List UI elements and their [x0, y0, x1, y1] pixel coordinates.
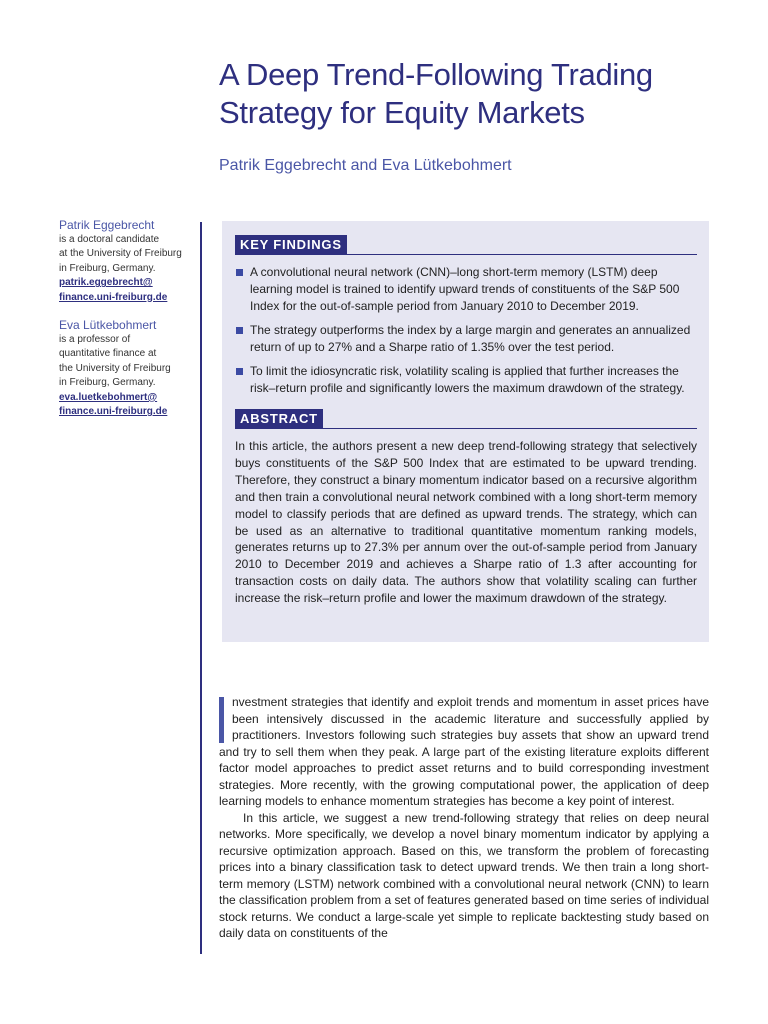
author-name: Patrik Eggebrecht: [59, 218, 155, 232]
author-email-link[interactable]: eva.luetkebohmert@ finance.uni-freiburg.de: [59, 391, 168, 418]
author-description: is a professor of quantitative finance at the University of Freiburg in Freiburg, Germany.: [59, 334, 171, 389]
key-finding-text: The strategy outperforms the index by a large margin and generates an annualized return of up to 27% and a Sharpe ratio of 1.35% over the test period.: [250, 323, 691, 354]
article-title: A Deep Trend-Following Trading Strategy for Equity Markets: [219, 57, 653, 130]
author-email-link[interactable]: patrik.eggebrecht@ finance.uni-freiburg.de: [59, 277, 168, 303]
key-finding-text: To limit the idiosyncratic risk, volatility scaling is applied that further increases the risk–return profile and significantly lowers the maximum drawdown of the strategy.: [250, 364, 685, 395]
drop-cap-i: [219, 697, 224, 743]
body-paragraph-2: In this article, we suggest a new trend-following strategy that relies on deep neural networks. More specifically, we develop a novel binary momentum indicator by applying a recursive optimization approach. Based on this, we transform the problem of forecasting prices into a binary classification task to detect upward trends. We then train a long short-term memory (LSTM) network combined with a convolutional neural network (CNN) to learn the classification problem from a set of features generated based on time series of individual stock returns. We conduct a large-scale yet simple to replicate backtesting study based on daily data on constituents of the: [219, 810, 709, 940]
abstract-header: [235, 409, 697, 429]
key-finding-item: [235, 264, 697, 315]
key-finding-item: [235, 363, 697, 397]
key-findings-list: [235, 264, 697, 397]
author-sidebar: [59, 217, 191, 431]
key-findings-label: KEY FINDINGS: [235, 235, 347, 254]
author-description: is a doctoral candidate at the University of Freiburg in Freiburg, Germany.: [59, 234, 182, 274]
author-bio-2: [59, 317, 191, 419]
author-name: Eva Lütkebohmert: [59, 318, 157, 333]
abstract-text: In this article, the authors present a new deep trend-following strategy that selectively buys constituents of the S&P 500 Index that are estimated to be upward trending. Therefore, they construct a binary momentum indicator based on a recursive algorithm and then train a convolutional neural network combined with a long short-term memory model to classify periods that are defined as upward trends. The strategy, which can be used as an alternative to traditional quantitative momentum ranking models, generates returns up to 27.3% per annum over the out-of-sample period from January 2010 to December 2019 and achieves a Sharpe ratio of 1.3 after accounting for transaction costs on daily data. The authors show that volatility scaling can further increase the risk–return profile and lower the maximum drawdown of the strategy.: [235, 439, 697, 606]
summary-box: [222, 221, 709, 642]
body-paragraph-1: [219, 694, 709, 810]
article-body: [219, 694, 709, 942]
sidebar-divider: [200, 222, 202, 954]
author-line: Patrik Eggebrecht and Eva Lütkebohmert: [219, 157, 512, 174]
abstract-label: ABSTRACT: [235, 409, 323, 428]
author-bio-1: [59, 217, 191, 305]
body-paragraph-1-text: nvestment strategies that identify and exploit trends and momentum in asset prices have been intensively discussed in the academic literature and successfully applied by practitioners. Investors following such strategies buy assets that show an upward trend and try to sell them when they peak. A large part of the existing literature exploits different factor model approaches to predict asset returns and to build corresponding investment strategies. More recently, with the growing computational power, the application of deep learning models to enhance momentum strategies has become a key point of interest.: [219, 695, 709, 808]
square-bullet-icon: [236, 269, 243, 276]
square-bullet-icon: [236, 368, 243, 375]
key-finding-text: A convolutional neural network (CNN)–long short-term memory (LSTM) deep learning model is trained to identify upward trends of constituents of the S&P 500 Index for the out-of-sample period from January 2010 to December 2019.: [250, 265, 680, 313]
square-bullet-icon: [236, 327, 243, 334]
key-finding-item: [235, 322, 697, 356]
key-findings-header: [235, 235, 697, 255]
